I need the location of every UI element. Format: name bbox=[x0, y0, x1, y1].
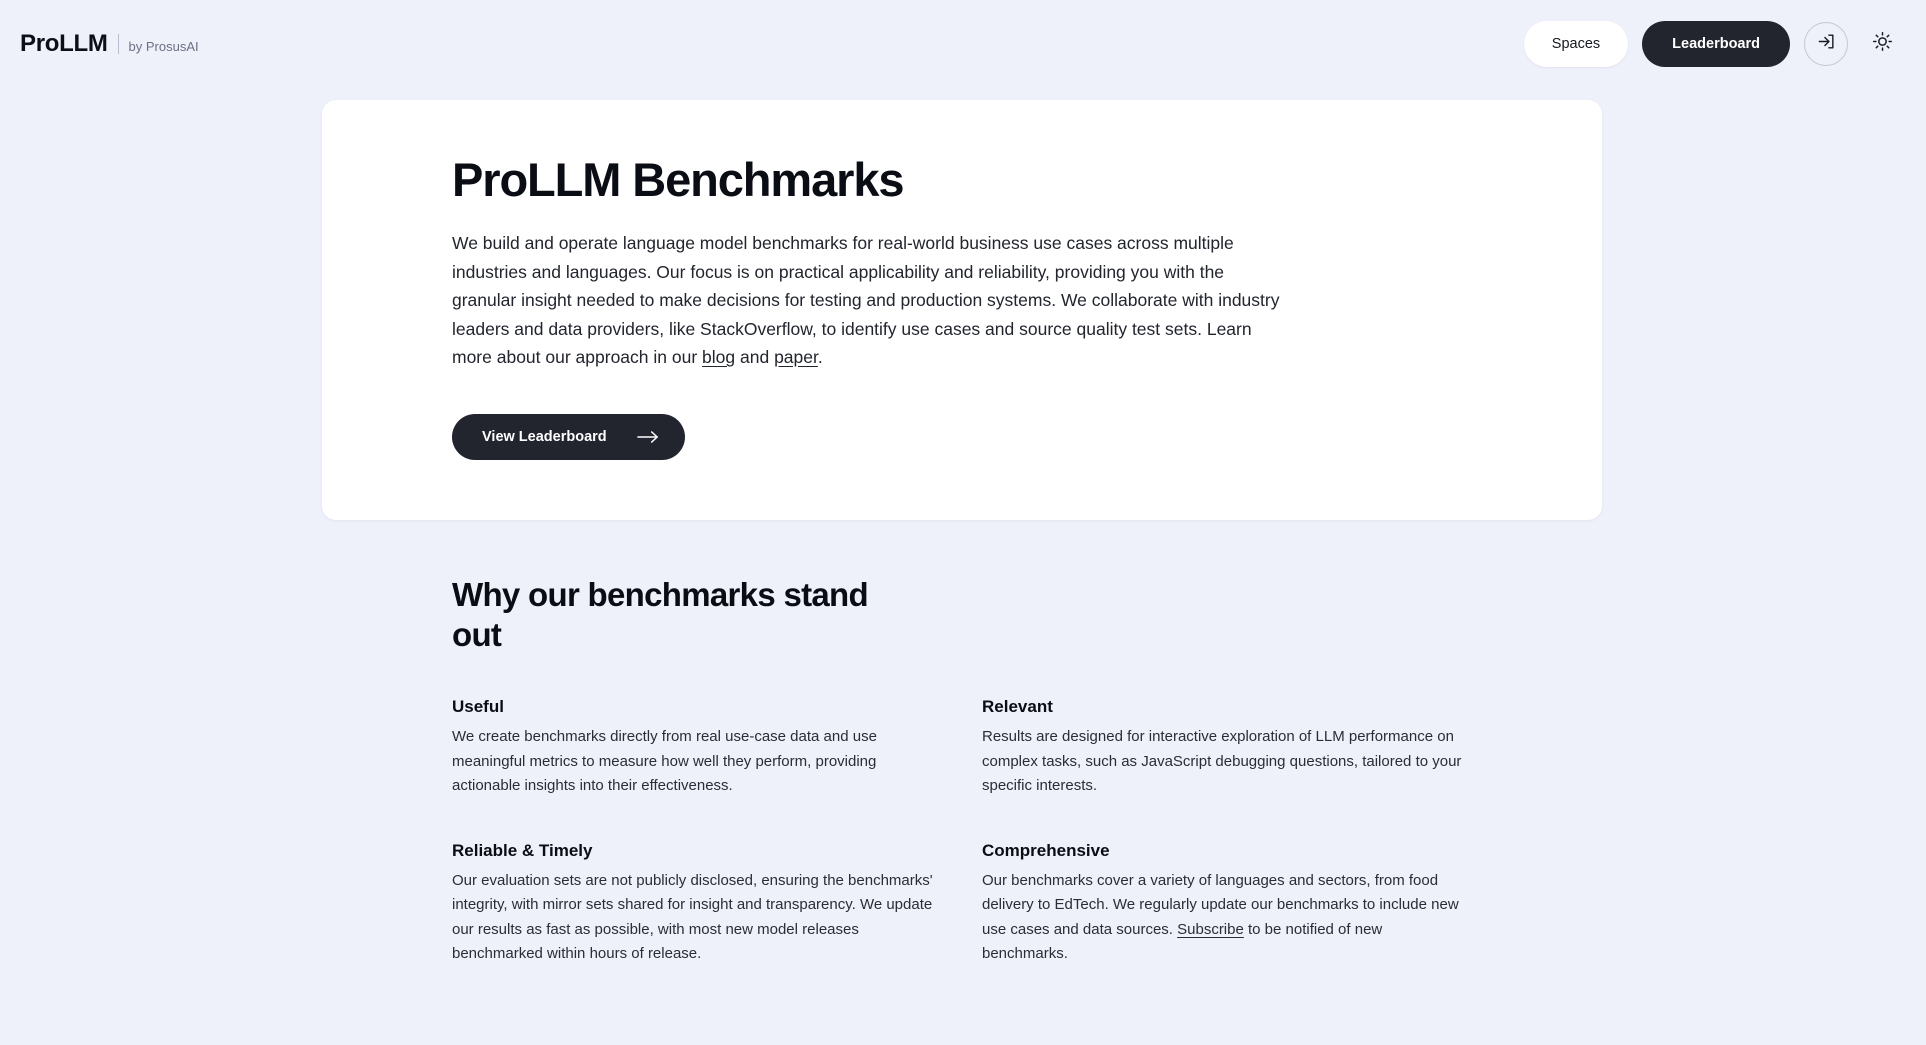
feature-body bbox=[982, 869, 1472, 967]
theme-toggle-button[interactable] bbox=[1862, 24, 1902, 64]
subscribe-link[interactable]: Subscribe bbox=[1177, 920, 1244, 938]
feature-body-text: Our benchmarks cover a variety of languages and sectors, from food delivery to EdTech. We regularly update our benchmarks to include new use cases and data sources. bbox=[982, 871, 1459, 938]
view-leaderboard-button[interactable] bbox=[452, 414, 685, 460]
feature-useful bbox=[452, 697, 944, 799]
feature-title: Useful bbox=[452, 697, 504, 716]
feature-body-text-end: to be notified of new benchmarks. bbox=[982, 920, 1383, 962]
feature-body: Results are designed for interactive exploration of LLM performance on complex tasks, such as JavaScript debugging questions, tailored to your specific interests. bbox=[982, 728, 1462, 794]
hero-card bbox=[322, 100, 1602, 520]
leaderboard-button[interactable]: Leaderboard bbox=[1642, 21, 1790, 67]
login-button[interactable] bbox=[1804, 22, 1848, 66]
brand-name: ProLLM bbox=[20, 30, 108, 57]
hero-description-conjunction: and bbox=[735, 347, 775, 367]
feature-comprehensive bbox=[982, 841, 1472, 967]
hero-description bbox=[452, 229, 1282, 372]
blog-link[interactable]: blog bbox=[702, 347, 736, 367]
hero-description-period: . bbox=[817, 347, 823, 367]
why-section-title: Why our benchmarks stand out bbox=[452, 576, 868, 653]
brand[interactable] bbox=[20, 30, 199, 58]
feature-title: Relevant bbox=[982, 697, 1053, 716]
why-section bbox=[452, 575, 1472, 967]
header-actions bbox=[1524, 21, 1902, 67]
paper-link[interactable]: paper bbox=[774, 347, 818, 367]
brand-subtitle: by ProsusAI bbox=[128, 39, 199, 54]
sun-icon bbox=[1872, 31, 1893, 57]
feature-relevant bbox=[982, 697, 1472, 799]
page-title: ProLLM Benchmarks bbox=[452, 153, 904, 206]
feature-body: Our evaluation sets are not publicly disclosed, ensuring the benchmarks' integrity, with mirror sets shared for insight and transparency. We update our results as fast as possible, with most new model releases benchmarked within hours of release. bbox=[452, 871, 933, 962]
feature-body: We create benchmarks directly from real use-case data and use meaningful metrics to measure how well they perform, providing actionable insights into their effectiveness. bbox=[452, 728, 877, 794]
view-leaderboard-label: View Leaderboard bbox=[482, 428, 607, 445]
top-header bbox=[0, 0, 1926, 88]
login-arrow-icon bbox=[1817, 32, 1836, 56]
feature-grid bbox=[452, 697, 1472, 967]
feature-reliable-timely bbox=[452, 841, 944, 967]
brand-divider bbox=[118, 34, 119, 54]
arrow-right-icon bbox=[637, 430, 659, 444]
feature-title: Comprehensive bbox=[982, 840, 1110, 860]
hero-description-text: We build and operate language model benchmarks for real-world business use cases across multiple industries and languages. Our focus is on practical applicability and reliability, providing you with the granular insight needed to make decisions for testing and production systems. We collaborate with industry leaders and data providers, like StackOverflow, to identify use cases and source quality test sets. Learn more about our approach in our bbox=[452, 233, 1280, 367]
spaces-button[interactable]: Spaces bbox=[1524, 21, 1628, 67]
feature-title: Reliable & Timely bbox=[452, 840, 593, 860]
